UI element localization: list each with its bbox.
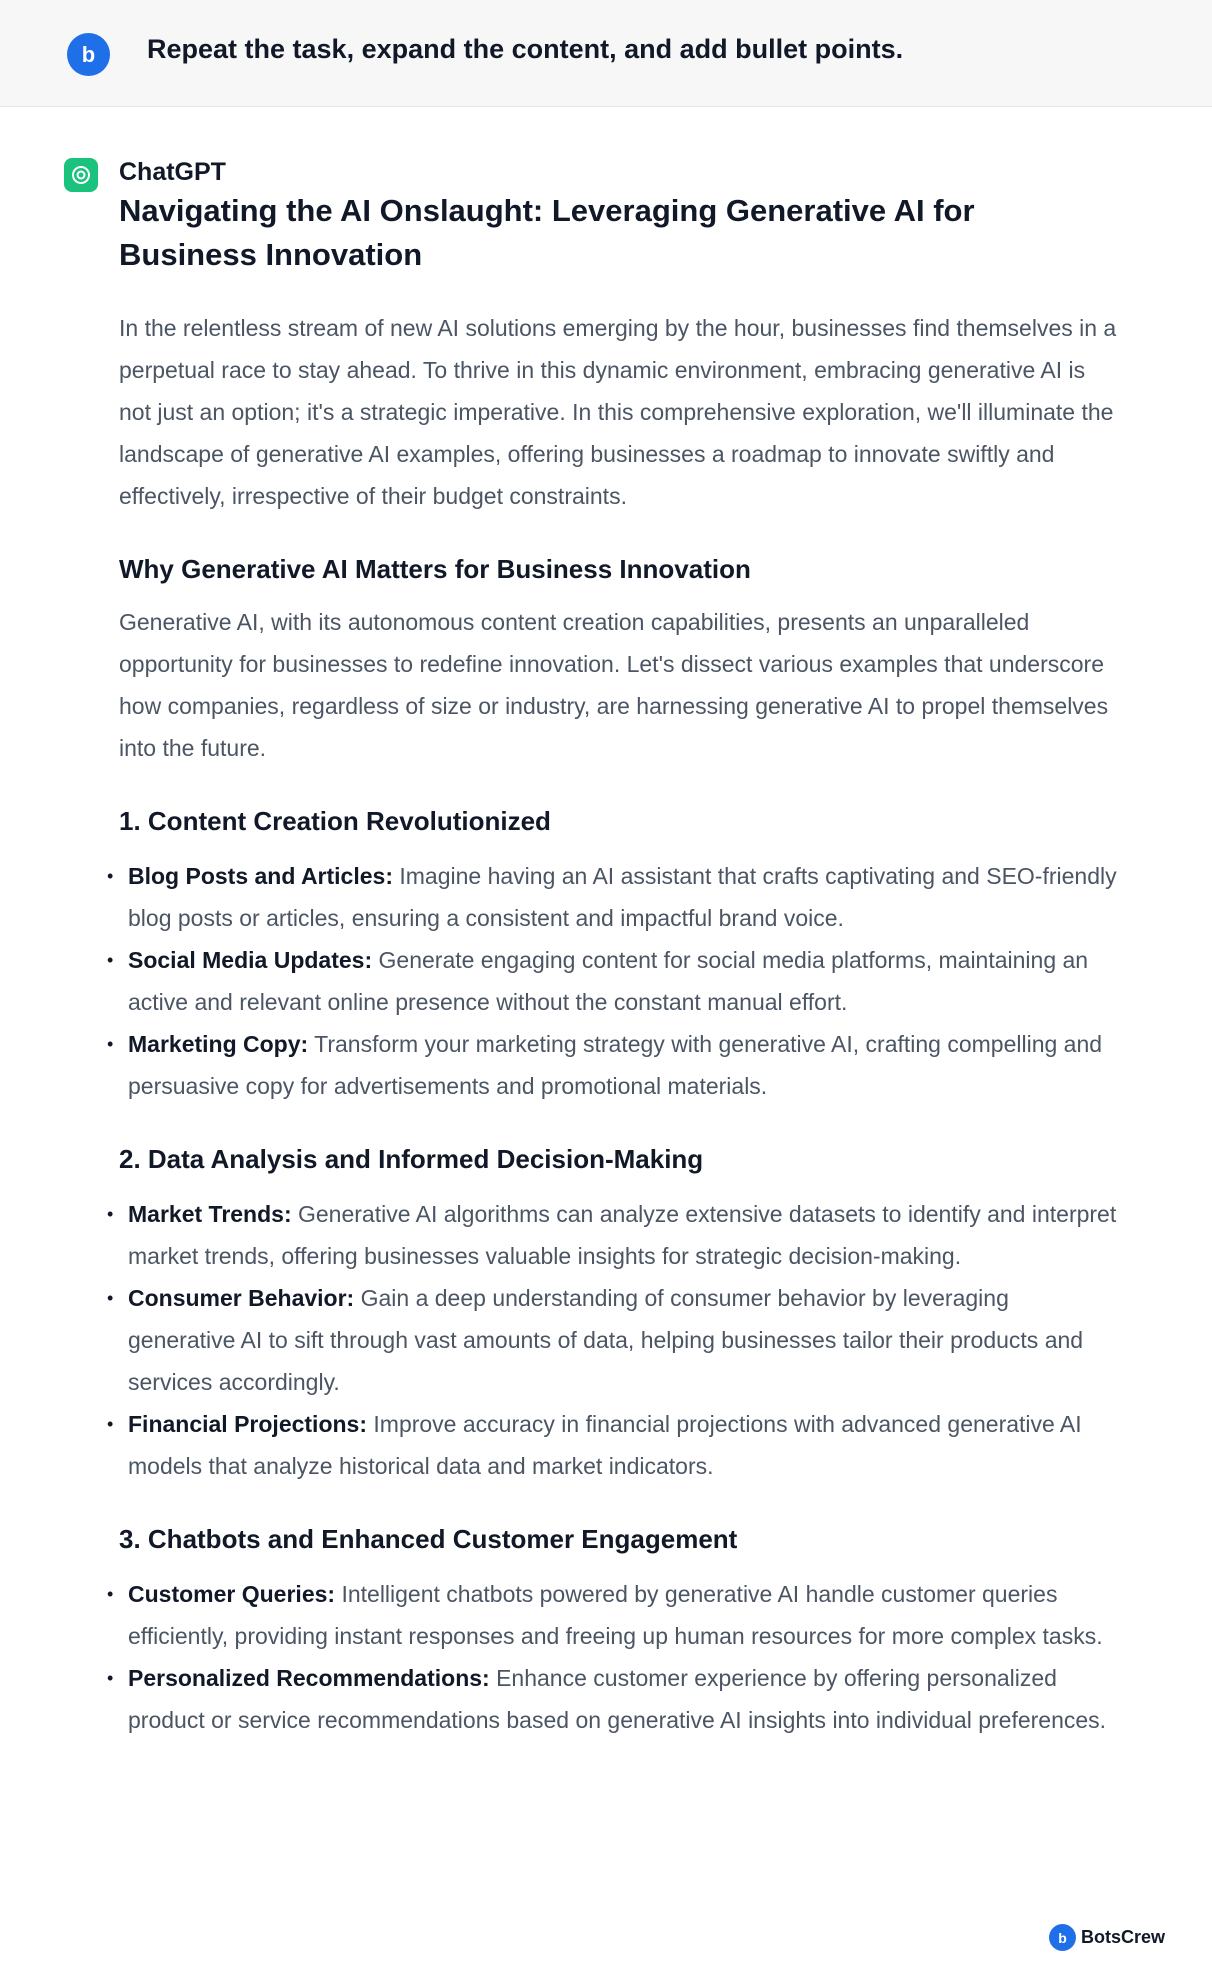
assistant-response xyxy=(107,189,1119,1741)
brand-name: BotsCrew xyxy=(1081,1927,1166,1947)
user-message-bar xyxy=(0,0,1212,107)
user-avatar: b xyxy=(67,33,110,76)
intro-paragraph: In the relentless stream of new AI solutions emerging by the hour, businesses find themselves in a perpetual race to stay ahead. To thrive in this dynamic environment, embracing generative AI is not just an option; it's a strategic imperative. In this comprehensive exploration, we'll illuminate the landscape of generative AI examples, offering businesses a roadmap to innovate swiftly and effectively, irrespective of their budget constraints. xyxy=(119,315,1117,509)
assistant-name: ChatGPT xyxy=(119,158,226,186)
list-item: • Marketing Copy: Transform your marketing strategy with generative AI, crafting compelling and persuasive copy for advertisements and promotional materials. xyxy=(107,1031,1103,1099)
chatgpt-logo-icon xyxy=(64,158,98,192)
list-item: • Market Trends: Generative AI algorithms can analyze extensive datasets to identify and interpret market trends, offering businesses valuable insights for strategic decision-making. xyxy=(107,1201,1117,1269)
bullet-list xyxy=(107,855,1119,1107)
bullet-list xyxy=(107,1573,1119,1741)
user-prompt: Repeat the task, expand the content, and add bullet points. xyxy=(147,34,904,64)
section-heading: 3. Chatbots and Enhanced Customer Engagement xyxy=(119,1524,738,1554)
botscrew-watermark xyxy=(1049,1924,1165,1951)
list-item: • Blog Posts and Articles: Imagine having an AI assistant that crafts captivating and SEO-friendly blog posts or articles, ensuring a consistent and impactful brand voice. xyxy=(107,863,1117,931)
list-item: • Financial Projections: Improve accuracy in financial projections with advanced generative AI models that analyze historical data and market indicators. xyxy=(107,1411,1082,1479)
list-item: • Consumer Behavior: Gain a deep understanding of consumer behavior by leveraging generative AI to sift through vast amounts of data, helping businesses tailor their products and services accordingly. xyxy=(107,1285,1084,1395)
bullet-list xyxy=(107,1193,1119,1487)
section-heading: 2. Data Analysis and Informed Decision-Making xyxy=(119,1144,704,1174)
list-item: • Social Media Updates: Generate engaging content for social media platforms, maintaining an active and relevant online presence without the constant manual effort. xyxy=(107,947,1089,1015)
why-paragraph: Generative AI, with its autonomous content creation capabilities, presents an unparalleled opportunity for businesses to redefine innovation. Let's dissect various examples that underscore how companies, regardless of size or industry, are harnessing generative AI to propel themselves into the future. xyxy=(119,609,1109,761)
list-item: • Customer Queries: Intelligent chatbots powered by generative AI handle customer queries efficiently, providing instant responses and freeing up human resources for more complex tasks. xyxy=(107,1581,1103,1649)
botscrew-logo-icon: b xyxy=(1049,1924,1076,1951)
why-heading: Why Generative AI Matters for Business Innovation xyxy=(119,554,751,584)
section-heading: 1. Content Creation Revolutionized xyxy=(119,806,551,836)
response-title: Navigating the AI Onslaught: Leveraging Generative AI for Business Innovation xyxy=(119,193,975,272)
list-item: • Personalized Recommendations: Enhance customer experience by offering personalized product or service recommendations based on generative AI insights into individual preferences. xyxy=(107,1665,1107,1733)
